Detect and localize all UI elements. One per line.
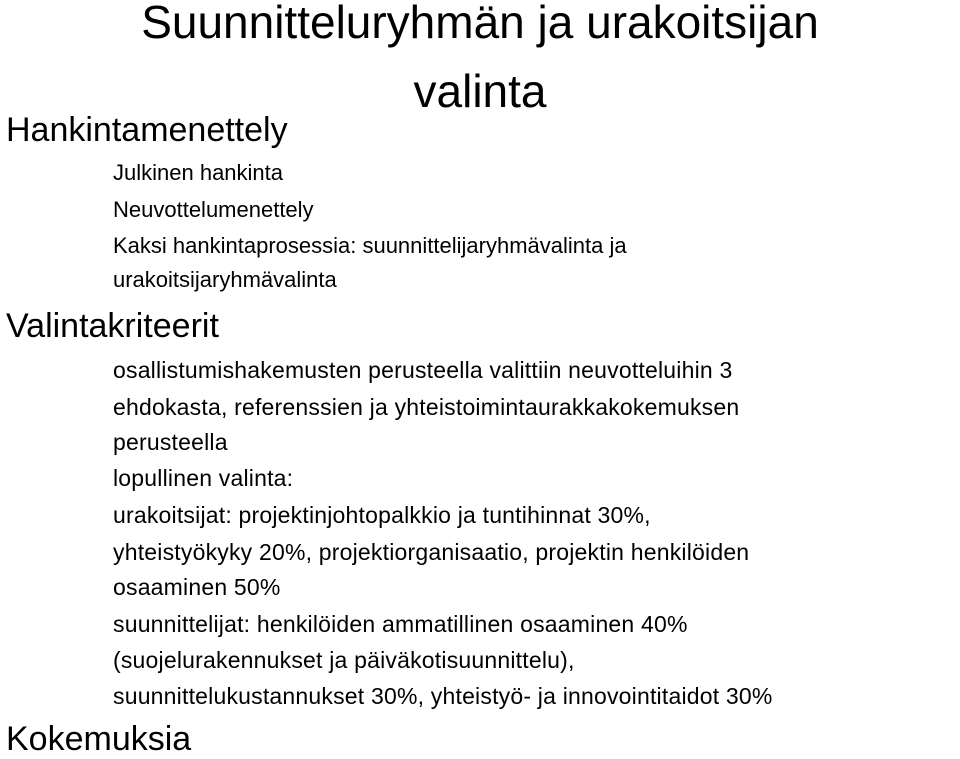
section-heading-hankintamenettely: Hankintamenettely: [6, 111, 288, 149]
bullet-line-continuation: (suojelurakennukset ja päiväkotisuunnittelu),: [113, 647, 575, 673]
slide-title-line-2: valinta: [413, 65, 547, 117]
bullet-line-continuation: yhteistyökyky 20%, projektiorganisaatio, projektin henkilöiden: [113, 539, 750, 565]
bullet-line: Kaksi hankintaprosessia: suunnittelijaryhmävalinta ja: [113, 233, 627, 258]
bullet-line: Neuvottelumenettely: [113, 197, 314, 222]
bullet-line: lopullinen valinta:: [113, 465, 294, 491]
bullet-line-continuation: osaaminen 50%: [113, 574, 281, 600]
bullet-line: Julkinen hankinta: [113, 160, 284, 185]
bullet-line-continuation: ehdokasta, referenssien ja yhteistoimintaurakkakokemuksen: [113, 394, 740, 420]
bullet-line: osallistumishakemusten perusteella valittiin neuvotteluihin 3: [113, 357, 733, 383]
section-heading-kokemuksia: Kokemuksia: [6, 720, 192, 758]
section-heading-valintakriteerit: Valintakriteerit: [6, 307, 219, 345]
bullet-line: urakoitsijat: projektinjohtopalkkio ja tuntihinnat 30%,: [113, 502, 651, 528]
bullet-line: suunnittelijat: henkilöiden ammatillinen osaaminen 40%: [113, 611, 688, 637]
slide-title-line-1: Suunnitteluryhmän ja urakoitsijan: [141, 0, 819, 48]
bullet-line-continuation: suunnittelukustannukset 30%, yhteistyö- ja innovointitaidot 30%: [113, 683, 773, 709]
bullet-line-continuation: perusteella: [113, 429, 228, 455]
bullet-line-continuation: urakoitsijaryhmävalinta: [113, 267, 337, 292]
